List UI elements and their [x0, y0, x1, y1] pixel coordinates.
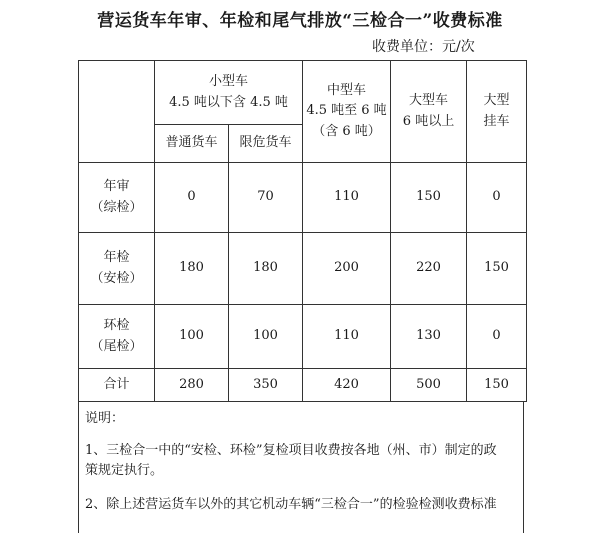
total-label: 合计: [79, 369, 155, 402]
total-row: [79, 369, 527, 402]
row-label: [79, 163, 155, 233]
table-cell: 110: [303, 305, 391, 369]
table-cell: 70: [229, 163, 303, 233]
total-cell: 280: [155, 369, 229, 402]
table-cell: 200: [303, 233, 391, 305]
medium-car-weight-note: （含 6 吨）: [312, 123, 381, 139]
table-cell: 110: [303, 163, 391, 233]
table-cell: 0: [467, 163, 527, 233]
medium-car-header: [303, 61, 391, 163]
row-label: [79, 305, 155, 369]
table-row: [79, 163, 527, 233]
note-item-1: 1、三检合一中的“安检、环检”复检项目收费按各地（州、市）制定的政: [85, 443, 497, 459]
large-car-label: 大型车: [408, 93, 448, 109]
table-cell: 150: [467, 233, 527, 305]
page-title: 营运货车年审、年检和尾气排放“三检合一”收费标准: [97, 11, 503, 31]
large-car-header: [391, 61, 467, 163]
row-label-main: 环检: [103, 318, 130, 334]
small-car-header: [155, 61, 303, 125]
note-item-2: 2、除上述营运货车以外的其它机动车辆“三检合一”的检验检测收费标准: [85, 497, 497, 513]
notes-heading: 说明：: [85, 411, 125, 426]
corner-cell: [79, 61, 155, 163]
row-label-main: 年检: [103, 250, 130, 266]
subheader-hazmat-truck: 限危货车: [229, 125, 303, 163]
notes-section: [78, 401, 524, 533]
table-cell: 150: [391, 163, 467, 233]
table-cell: 180: [155, 233, 229, 305]
trailer-header: [467, 61, 527, 163]
fee-table: [78, 60, 527, 402]
small-car-label: 小型车: [208, 74, 248, 90]
fee-unit: 收费单位：元/次: [372, 39, 475, 55]
medium-car-label: 中型车: [326, 83, 366, 99]
total-cell: 150: [467, 369, 527, 402]
row-label-sub: （综检）: [90, 199, 143, 215]
table-cell: 0: [155, 163, 229, 233]
table-cell: 220: [391, 233, 467, 305]
note-item-1-cont: 策规定执行。: [85, 463, 164, 479]
medium-car-weight: 4.5 吨至 6 吨: [306, 103, 387, 119]
trailer-label-2: 挂车: [483, 113, 510, 129]
table-cell: 130: [391, 305, 467, 369]
total-cell: 500: [391, 369, 467, 402]
row-label: [79, 233, 155, 305]
row-label-sub: （尾检）: [90, 338, 143, 354]
table-row: [79, 305, 527, 369]
large-car-weight: 6 吨以上: [402, 113, 455, 129]
table-cell: 180: [229, 233, 303, 305]
row-label-main: 年审: [103, 179, 130, 195]
subheader-general-truck: 普通货车: [155, 125, 229, 163]
table-row: [79, 233, 527, 305]
table-cell: 0: [467, 305, 527, 369]
total-cell: 420: [303, 369, 391, 402]
table-cell: 100: [229, 305, 303, 369]
table-cell: 100: [155, 305, 229, 369]
table-header-row: [79, 61, 527, 125]
total-cell: 350: [229, 369, 303, 402]
trailer-label-1: 大型: [483, 93, 510, 109]
small-car-weight: 4.5 吨以下含 4.5 吨: [169, 94, 288, 110]
row-label-sub: （安检）: [90, 270, 143, 286]
